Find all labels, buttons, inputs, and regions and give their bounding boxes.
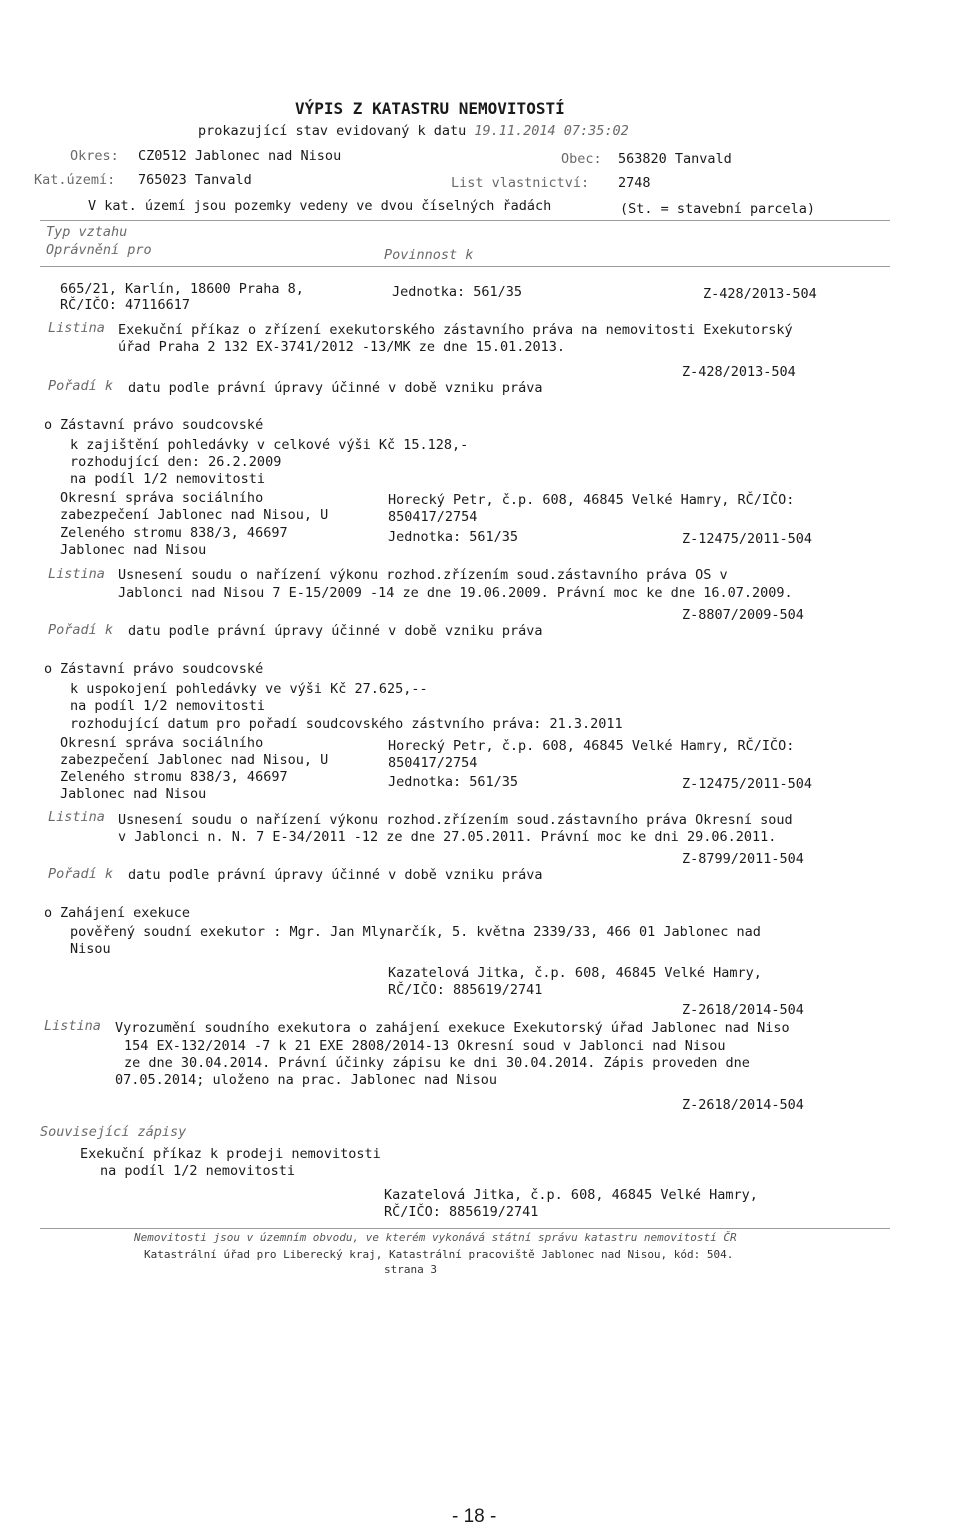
entry2-debtor2: 850417/2754: [388, 509, 478, 525]
entry2-listina-line2: Jablonci nad Nisou 7 E-15/2009 -14 ze dne 19.06.2009. Právní moc ke dne 16.07.2009.: [118, 585, 793, 601]
entry4-ref: Z-2618/2014-504: [682, 1002, 804, 1018]
list-label: List vlastnictví:: [451, 175, 590, 191]
entry4-debtor1: Kazatelová Jitka, č.p. 608, 46845 Velké Hamry,: [388, 965, 762, 981]
entry4-listina-line2: 154 EX-132/2014 -7 k 21 EXE 2808/2014-13 Okresní soud v Jablonci nad Nisou: [124, 1038, 726, 1054]
status-line: [198, 123, 629, 139]
related-debtor1: Kazatelová Jitka, č.p. 608, 46845 Velké Hamry,: [384, 1187, 758, 1203]
col-typ-vztahu: Typ vztahu: [46, 224, 128, 240]
entry3-heading: Zástavní právo soudcovské: [60, 661, 264, 677]
entry1-listina-line2: úřad Praha 2 132 EX-3741/2012 -13/MK ze dne 15.01.2013.: [118, 339, 566, 355]
entry2-line2: rozhodující den: 26.2.2009: [70, 454, 282, 470]
entry3-creditor2: zabezpečení Jablonec nad Nisou, U: [60, 752, 329, 768]
parcel-note: V kat. území jsou pozemky vedeny ve dvou číselných řadách: [88, 198, 552, 214]
entry1-ref: Z-428/2013-504: [703, 286, 817, 302]
katuzemi-label: Kat.území:: [34, 172, 116, 188]
entry3-listina-line2: v Jablonci n. N. 7 E-34/2011 -12 ze dne 27.05.2011. Právní moc ke dni 29.06.2011.: [118, 829, 777, 845]
related-label: Související zápisy: [40, 1124, 187, 1140]
entry1-listina-label: Listina: [48, 320, 105, 336]
entry2-listina-line1: Usnesení soudu o nařízení výkonu rozhod.zřízením soud.zástavního práva OS v: [118, 567, 728, 583]
entry2-line3: na podíl 1/2 nemovitosti: [70, 471, 266, 487]
entry3-debtor2: 850417/2754: [388, 755, 478, 771]
entry3-ref2: Z-8799/2011-504: [682, 851, 804, 867]
entry3-listina-label: Listina: [48, 809, 105, 825]
katuzemi-value: 765023 Tanvald: [138, 172, 252, 188]
entry2-creditor3: Zeleného stromu 838/3, 46697: [60, 525, 288, 541]
entry3-line2: na podíl 1/2 nemovitosti: [70, 698, 266, 714]
entry1-party-line2: RČ/IČO: 47116617: [60, 297, 191, 313]
related-line1: Exekuční příkaz k prodeji nemovitosti: [80, 1146, 381, 1162]
related-debtor2: RČ/IČO: 885619/2741: [384, 1204, 539, 1220]
entry3-line3: rozhodující datum pro pořadí soudcovského zástvního práva: 21.3.2011: [70, 716, 623, 732]
entry3-poradi-text: datu podle právní úpravy účinné v době vzniku práva: [128, 867, 543, 883]
divider-columns: [40, 266, 890, 267]
entry2-ref: Z-12475/2011-504: [682, 531, 813, 547]
entry3-creditor3: Zeleného stromu 838/3, 46697: [60, 769, 288, 785]
entry4-bullet: o: [44, 905, 53, 921]
entry4-heading: Zahájení exekuce: [60, 905, 191, 921]
entry3-line1: k uspokojení pohledávky ve výši Kč 27.625,--: [70, 681, 428, 697]
entry2-heading: Zástavní právo soudcovské: [60, 417, 264, 433]
page-number: - 18 -: [452, 1506, 497, 1527]
entry4-listina-line3: ze dne 30.04.2014. Právní účinky zápisu ke dni 30.04.2014. Zápis proveden dne: [124, 1055, 750, 1071]
status-date: 19.11.2014 07:35:02: [474, 123, 629, 139]
entry3-listina-line1: Usnesení soudu o nařízení výkonu rozhod.zřízením soud.zástavního práva Okresní soud: [118, 812, 793, 828]
entry3-bullet: o: [44, 661, 53, 677]
entry3-poradi-label: Pořadí k: [48, 866, 114, 882]
entry4-listina-line4: 07.05.2014; uloženo na prac. Jablonec nad Nisou: [115, 1072, 498, 1088]
obec-label: Obec:: [561, 151, 602, 167]
obec-value: 563820 Tanvald: [618, 151, 732, 167]
divider-footer: [40, 1228, 890, 1229]
divider-top: [40, 220, 890, 221]
col-opravneni: Oprávnění pro: [46, 242, 152, 258]
okres-value: CZ0512 Jablonec nad Nisou: [138, 148, 342, 164]
entry2-bullet: o: [44, 417, 53, 433]
entry1-listina-line1: Exekuční příkaz o zřízení exekutorského zástavního práva na nemovitosti Exekutorský: [118, 322, 793, 338]
entry1-unit: Jednotka: 561/35: [392, 284, 523, 300]
entry2-listina-label: Listina: [48, 566, 105, 582]
entry2-creditor4: Jablonec nad Nisou: [60, 542, 207, 558]
entry2-poradi-text: datu podle právní úpravy účinné v době vzniku práva: [128, 623, 543, 639]
document-title: VÝPIS Z KATASTRU NEMOVITOSTÍ: [295, 99, 565, 118]
entry1-ref2: Z-428/2013-504: [682, 364, 796, 380]
entry2-debtor1: Horecký Petr, č.p. 608, 46845 Velké Hamry, RČ/IČO:: [388, 492, 795, 508]
entry2-creditor1: Okresní správa sociálního: [60, 490, 264, 506]
entry4-listina-label: Listina: [44, 1018, 101, 1034]
entry3-unit: Jednotka: 561/35: [388, 774, 519, 790]
entry2-unit: Jednotka: 561/35: [388, 529, 519, 545]
entry3-creditor1: Okresní správa sociálního: [60, 735, 264, 751]
entry4-line1: pověřený soudní exekutor : Mgr. Jan Mlynarčík, 5. května 2339/33, 466 01 Jablonec nad: [70, 924, 761, 940]
entry1-party-line1: 665/21, Karlín, 18600 Praha 8,: [60, 281, 304, 297]
status-prefix: prokazující stav evidovaný k datu: [198, 123, 467, 139]
entry2-poradi-label: Pořadí k: [48, 622, 114, 638]
entry1-poradi-text: datu podle právní úpravy účinné v době vzniku práva: [128, 380, 543, 396]
col-povinnost: Povinnost k: [384, 247, 474, 263]
entry4-line2: Nisou: [70, 941, 111, 957]
footer-line2: Katastrální úřad pro Liberecký kraj, Katastrální pracoviště Jablonec nad Nisou, kód: 504.: [144, 1248, 734, 1261]
entry3-creditor4: Jablonec nad Nisou: [60, 786, 207, 802]
related-line2: na podíl 1/2 nemovitosti: [100, 1163, 296, 1179]
entry1-poradi-label: Pořadí k: [48, 378, 114, 394]
footer-line1: Nemovitosti jsou v územním obvodu, ve kterém vykonává státní správu katastru nemovitostí ČR: [134, 1231, 737, 1244]
entry3-ref: Z-12475/2011-504: [682, 776, 813, 792]
entry4-listina-line1: Vyrozumění soudního exekutora o zahájení exekuce Exekutorský úřad Jablonec nad Niso: [115, 1020, 790, 1036]
entry2-ref2: Z-8807/2009-504: [682, 607, 804, 623]
parcel-note-legend: (St. = stavební parcela): [620, 201, 816, 217]
entry4-debtor2: RČ/IČO: 885619/2741: [388, 982, 543, 998]
entry2-creditor2: zabezpečení Jablonec nad Nisou, U: [60, 507, 329, 523]
entry4-ref2: Z-2618/2014-504: [682, 1097, 804, 1113]
entry3-debtor1: Horecký Petr, č.p. 608, 46845 Velké Hamry, RČ/IČO:: [388, 738, 795, 754]
okres-label: Okres:: [70, 148, 119, 164]
list-value: 2748: [618, 175, 651, 191]
entry2-line1: k zajištění pohledávky v celkové výši Kč 15.128,-: [70, 437, 469, 453]
footer-line3: strana 3: [384, 1263, 437, 1276]
